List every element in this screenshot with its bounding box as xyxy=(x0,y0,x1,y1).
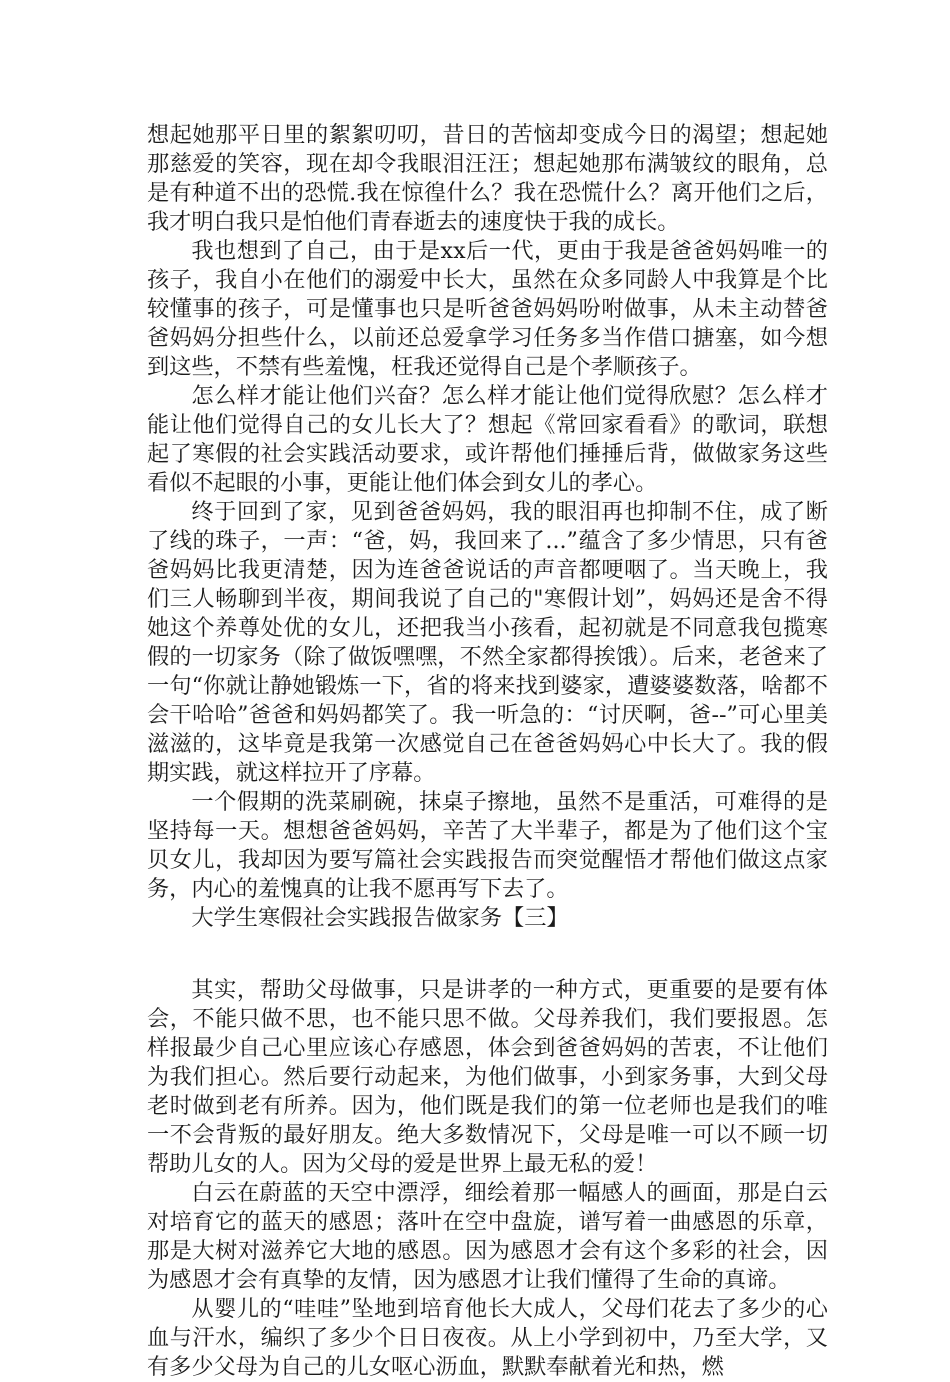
paragraph-3: 怎么样才能让他们兴奋？怎么样才能让他们觉得欣慰？怎么样才能让他们觉得自己的女儿长大了？想起《常回家看看》的歌词，联想起了寒假的社会实践活动要求，或许帮他们捶捶后背，做做家务这些看似不起眼的小事，更能让他们体会到女儿的孝心。 xyxy=(147,383,828,496)
blank-line xyxy=(147,933,828,976)
paragraph-8: 从婴儿的“哇哇”坠地到培育他长大成人，父母们花去了多少的心血与汗水，编织了多少个日日夜夜。从上小学到初中，乃至大学，又有多少父母为自己的儿女呕心沥血，默默奉献着光和热，燃 xyxy=(147,1296,828,1380)
paragraph-4: 终于回到了家，见到爸爸妈妈，我的眼泪再也抑制不住，成了断了线的珠子，一声：“爸，妈，我回来了...”蕴含了多少情思，只有爸爸妈妈比我更清楚，因为连爸爸说话的声音都哽咽了。当天晚上，我们三人畅聊到半夜，期间我说了自己的"寒假计划”，妈妈还是舍不得她这个养尊处优的女儿，还把我当小孩看，起初就是不同意我包揽寒假的一切家务（除了做饭嘿嘿，不然全家都得挨饿）。后来，老爸来了一句“你就让静她锻炼一下，省的将来找到婆家，遭婆婆数落，啥都不会干哈哈”爸爸和妈妈都笑了。我一听急的：“讨厌啊，爸--”可心里美滋滋的，这毕竟是我第一次感觉自己在爸爸妈妈心中长大了。我的假期实践，就这样拉开了序幕。 xyxy=(147,499,828,786)
paragraph-7: 白云在蔚蓝的天空中漂浮，细绘着那一幅感人的画面，那是白云对培育它的蓝天的感恩；落叶在空中盘旋，谱写着一曲感恩的乐章，那是大树对滋养它大地的感恩。因为感恩才会有这个多彩的社会，因为感恩才会有真挚的友情，因为感恩才让我们懂得了生命的真谛。 xyxy=(147,1180,828,1293)
document-page xyxy=(147,121,828,1382)
paragraph-1: 想起她那平日里的絮絮叨叨，昔日的苦恼却变成今日的渴望；想起她那慈爱的笑容，现在却令我眼泪汪汪；想起她那布满皱纹的眼角，总是有种道不出的恐慌.我在惊徨什么？我在恐慌什么？离开他们之后，我才明白我只是怕他们青春逝去的速度快于我的成长。 xyxy=(147,122,828,235)
paragraph-5: 一个假期的洗菜刷碗，抹桌子擦地，虽然不是重活，可难得的是坚持每一天。想想爸爸妈妈，辛苦了大半辈子，都是为了他们这个宝贝女儿，我却因为要写篇社会实践报告而突觉醒悟才帮他们做这点家务，内心的羞愧真的让我不愿再写下去了。 xyxy=(147,789,828,902)
section-heading: 大学生寒假社会实践报告做家务【三】 xyxy=(191,905,569,931)
paragraph-6: 其实，帮助父母做事，只是讲孝的一种方式，更重要的是要有体会，不能只做不思，也不能只思不做。父母养我们，我们要报恩。怎样报最少自己心里应该心存感恩，体会到爸爸妈妈的苦衷，不让他们为我们担心。然后要行动起来，为他们做事，小到家务事，大到父母老时做到老有所养。因为，他们既是我们的第一位老师也是我们的唯一不会背叛的最好朋友。绝大多数情况下，父母是唯一可以不顾一切帮助儿女的人。因为父母的爱是世界上最无私的爱！ xyxy=(147,977,828,1177)
paragraph-2: 我也想到了自己，由于是xx后一代，更由于我是爸爸妈妈唯一的孩子，我自小在他们的溺爱中长大，虽然在众多同龄人中我算是个比较懂事的孩子，可是懂事也只是听爸爸妈妈吩咐做事，从未主动替爸爸妈妈分担些什么，以前还总爱拿学习任务多当作借口搪塞，如今想到这些，不禁有些羞愧，枉我还觉得自己是个孝顺孩子。 xyxy=(147,238,828,380)
